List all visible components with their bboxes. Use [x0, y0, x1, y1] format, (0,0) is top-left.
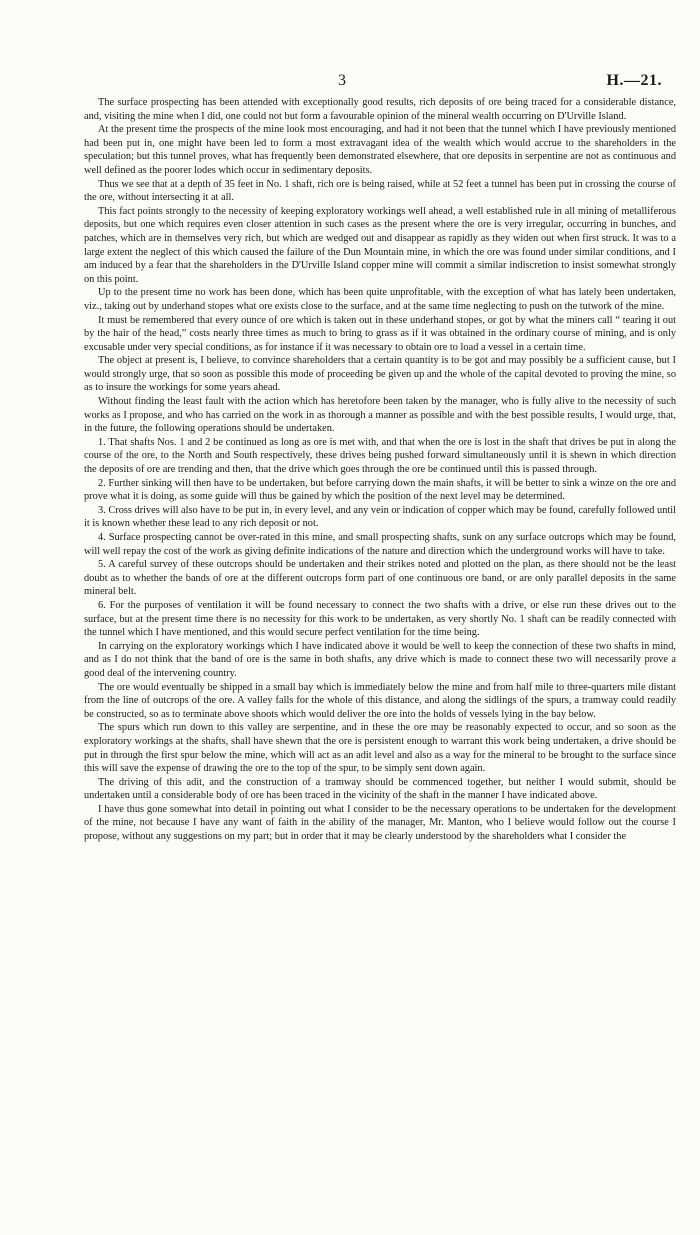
paragraph: Thus we see that at a depth of 35 feet in No. 1 shaft, rich ore is being raised, while at 52 feet a tunnel has been put in crossing the course of the ore, without intersecting it at all. [84, 178, 676, 204]
paragraph: In carrying on the exploratory workings which I have indicated above it would be well to keep the connection of these two shafts in mind, and as I do not think that the band of ore is the same in both shafts, any drive which is made to connect these two will necessarily prove a good deal of the intervening country. [84, 640, 676, 679]
paragraph: I have thus gone somewhat into detail in pointing out what I consider to be the necessary operations to be undertaken for the development of the mine, not because I have any want of faith in the ability of the manager, Mr. Manton, who I believe would follow out the course I propose, without any suggestions on my part; but in order that it may be clearly understood by the shareholders what I consider the [84, 803, 676, 843]
paragraph: At the present time the prospects of the mine look most encouraging, and had it not been that the tunnel which I have previously mentioned had been put in, one might have been led to form a most extravagant idea of the wealth which would accrue to the shareholders in the speculation; but this tunnel proves, what has frequently been demonstrated elsewhere, that ore deposits in serpentine are not as continuous and well defined as the poorer lodes which occur in sedimentary deposits. [84, 124, 676, 176]
numbered-item-2: 2. Further sinking will then have to be undertaken, but before carrying down the main shafts, it will be better to sink a winze on the ore and prove what it is doing, as some guide will thus be gained by which the position of the next level may be determined. [84, 477, 676, 503]
numbered-item-5: 5. A careful survey of these outcrops should be undertaken and their strikes noted and plotted on the plan, as there should not be the least doubt as to whether the bands of ore at the different outcrops form part of one continuous ore band, or are only parallel deposits in the same mineral belt. [84, 559, 676, 598]
numbered-item-3: 3. Cross drives will also have to be put in, in every level, and any vein or indication of copper which may be found, carefully followed until it is known whether these lead to any rich deposit or not. [84, 504, 676, 530]
numbered-item-6: 6. For the purposes of ventilation it will be found necessary to connect the two shafts with a drive, or else run these drives out to the surface, but at the present time there is no necessity for this work to be undertaken, as very shortly No. 1 shaft can be readily connected with the tunnel which I have mentioned, and this would secure perfect ventilation for the time being. [84, 599, 676, 639]
page-number: 3 [338, 72, 346, 89]
paragraph: The spurs which run down to this valley are serpentine, and in these the ore may be reasonably expected to occur, and so soon as the exploratory workings at the shafts, shall have shewn that the ore is persistent enough to warrant this work being undertaken, a drive should be put in through the first spur below the mine, which will act as an adit level and also as a way for the mineral to be brought to the surface since this will save the expense of drawing the ore to the top of the spur, to be simply sent down again. [84, 722, 676, 775]
paragraph: The ore would eventually be shipped in a small bay which is immediately below the mine and from half mile to three-quarters mile distant from the line of outcrops of the ore. A valley falls for the whole of this distance, and along the sidlings of the spurs, a tramway could readily be constructed, so as to terminate above shoots which would deliver the ore into the holds of vessels lying in the bay below. [84, 681, 676, 720]
document-reference: H.—21. [606, 72, 662, 89]
paragraph: This fact points strongly to the necessity of keeping exploratory workings well ahead, a well established rule in all mining of metalliferous deposits, but one which requires even closer attention in such cases as the present where the ore is very irregular, occurring in bunches, and patches, which are in themselves very rich, but which are wedged out and disappear as rapidly as they widen out when first struck. It was to a large extent the neglect of this which caused the failure of the Dun Mountain mine, in which the ore was found under similar conditions, and I am induced by a fear that the shareholders in the D'Urville Island copper mine will commit a similar indiscretion to insist somewhat strongly on this point. [84, 205, 676, 285]
paragraph: Up to the present time no work has been done, which has been quite unprofitable, with the exception of what has lately been undertaken, viz., taking out by underhand stopes what ore exists close to the surface, and at the same time neglecting to push on the tutwork of the mine. [84, 287, 676, 312]
numbered-item-4: 4. Surface prospecting cannot be over-rated in this mine, and small prospecting shafts, sunk on any surface outcrops which may be found, will well repay the cost of the work as giving definite indications of the nature and direction which the underground works will have to take. [84, 532, 676, 557]
page-header [0, 72, 700, 94]
body-text [84, 96, 676, 844]
numbered-item-1: 1. That shafts Nos. 1 and 2 be continued as long as ore is met with, and that when the ore is lost in the shaft that drives be put in along the course of the ore, to the North and South respectively, these drives being pushed forward simultaneously until it is shewn in which direction the deposits of ore are trending and then, that the drive which goes through the ore be continued until this is passed through. [84, 436, 676, 476]
paragraph: It must be remembered that every ounce of ore which is taken out in these underhand stopes, or got by what the miners call “ tearing it out by the hair of the head,” costs nearly three times as much to bring to grass as if it was obtained in the ordinary course of mining, and is only excusable under very special conditions, as for instance if it was necessary to obtain ore to load a vessel in a certain time. [84, 314, 676, 353]
paragraph: Without finding the least fault with the action which has heretofore been taken by the manager, who is fully alive to the necessity of such works as I propose, and who has carried on the work in as thorough a manner as possible and with the best possible results, I would urge, that, in the future, the following operations should be undertaken. [84, 396, 676, 435]
paragraph: The surface prospecting has been attended with exceptionally good results, rich deposits of ore being traced for a considerable distance, and, visiting the mine when I did, one could not but form a favourable opinion of the mineral wealth occurring on D'Urville Island. [84, 97, 676, 122]
paragraph: The driving of this adit, and the construction of a tramway should be commenced together, but neither I would submit, should be undertaken until a considerable body of ore has been traced in the vicinity of the shaft in the manner I have indicated above. [84, 776, 676, 802]
paragraph: The object at present is, I believe, to convince shareholders that a certain quantity is to be got and may possibly be a sufficient cause, but I would strongly urge, that so soon as possible this mode of proceeding be given up and the whole of the capital devoted to proving the mine, so as to insure the workings for some years ahead. [84, 355, 676, 394]
